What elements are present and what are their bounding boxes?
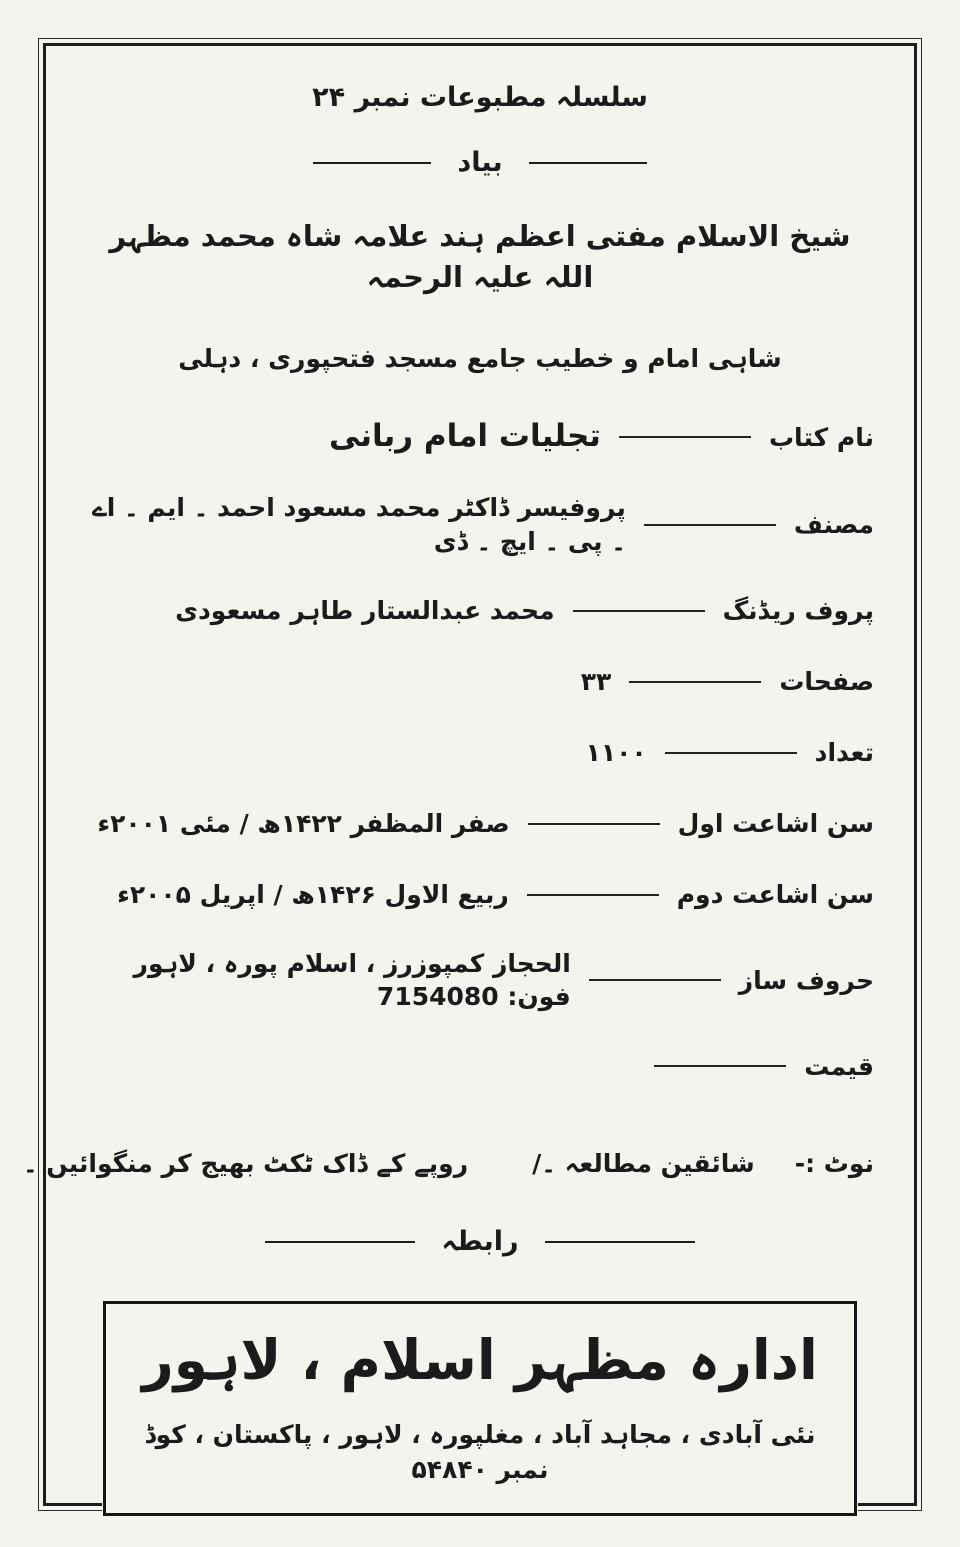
memorial-heading-text: بیاد — [457, 147, 503, 178]
memorial-line-1: شیخ الاسلام مفتی اعظم ہند علامہ شاہ محمد مظہر اللہ علیہ الرحمہ — [109, 219, 851, 294]
note-text-after: روپے کے ڈاک ٹکٹ بھیج کر منگوائیں ۔ — [22, 1149, 469, 1179]
leader-line — [527, 894, 659, 896]
field-row-second-edition — [86, 876, 874, 914]
field-label: حروف ساز — [738, 965, 874, 995]
leader-line — [665, 752, 797, 754]
field-label: سن اشاعت دوم — [676, 880, 874, 910]
contact-heading — [86, 1224, 874, 1259]
field-row-author — [86, 491, 874, 559]
field-value: الحجاز کمپوزرز ، اسلام پورہ ، لاہور فون: 7154080 — [133, 948, 571, 1012]
field-value: ربیع الاول ۱۴۲۶ھ / اپریل ۲۰۰۵ء — [117, 879, 509, 909]
field-row-price — [86, 1047, 874, 1085]
field-row-first-edition — [86, 805, 874, 843]
field-value: پروفیسر ڈاکٹر محمد مسعود احمد ۔ ایم ۔ اے ۔ پی ۔ ایچ ۔ ڈی — [92, 493, 626, 556]
publisher-name: ادارہ مظہر اسلام ، لاہور — [142, 1328, 818, 1393]
note-text-before: شائقین مطالعہ ۔/ — [532, 1149, 755, 1179]
field-value: صفر المظفر ۱۴۲۲ھ / مئی ۲۰۰۱ء — [97, 808, 510, 838]
leader-line — [629, 681, 761, 683]
note-row — [22, 1149, 874, 1179]
field-label: نام کتاب — [768, 422, 874, 452]
memorial-heading — [86, 145, 874, 180]
memorial-line-2: شاہی امام و خطیب جامع مسجد فتحپوری ، دہلی — [178, 344, 782, 374]
field-row-typesetter — [86, 947, 874, 1015]
dash-rule-right — [529, 162, 647, 164]
field-label: سن اشاعت اول — [677, 809, 874, 839]
contact-heading-text: رابطہ — [441, 1226, 519, 1258]
field-row-book-title — [86, 416, 874, 458]
dash-rule-left — [313, 162, 431, 164]
series-line: سلسلہ مطبوعات نمبر ۲۴ — [312, 82, 648, 113]
field-label: صفحات — [779, 667, 874, 697]
publisher-box — [103, 1301, 857, 1516]
field-value: محمد عبدالستار طاہر مسعودی — [175, 595, 555, 625]
leader-line — [528, 823, 660, 825]
field-label: تعداد — [814, 738, 874, 768]
field-value: تجلیات امام ربانی — [328, 418, 601, 455]
field-label: مصنف — [793, 510, 874, 540]
leader-line — [573, 610, 705, 612]
dash-rule-right — [545, 1241, 695, 1243]
dash-rule-left — [265, 1241, 415, 1243]
leader-line — [654, 1065, 786, 1067]
publication-details — [86, 416, 874, 1085]
inner-border — [22, 43, 917, 1506]
leader-line — [644, 524, 776, 526]
field-value: ۳۳ — [580, 666, 612, 696]
field-row-pages — [86, 663, 874, 701]
field-value: ۱۱۰۰ — [585, 737, 647, 767]
page-content — [22, 46, 914, 1503]
outer-border — [22, 38, 922, 1511]
field-label: قیمت — [804, 1051, 874, 1081]
field-row-copies — [86, 734, 874, 772]
leader-line — [589, 979, 721, 981]
leader-line — [619, 436, 751, 438]
field-label: پروف ریڈنگ — [722, 596, 874, 626]
field-row-proof-reading — [86, 592, 874, 630]
publisher-address: نئی آبادی ، مجاہد آباد ، مغلپورہ ، لاہور ، پاکستان ، کوڈ نمبر ۵۴۸۴۰ — [144, 1419, 816, 1484]
note-label: نوٹ :- — [794, 1149, 874, 1179]
